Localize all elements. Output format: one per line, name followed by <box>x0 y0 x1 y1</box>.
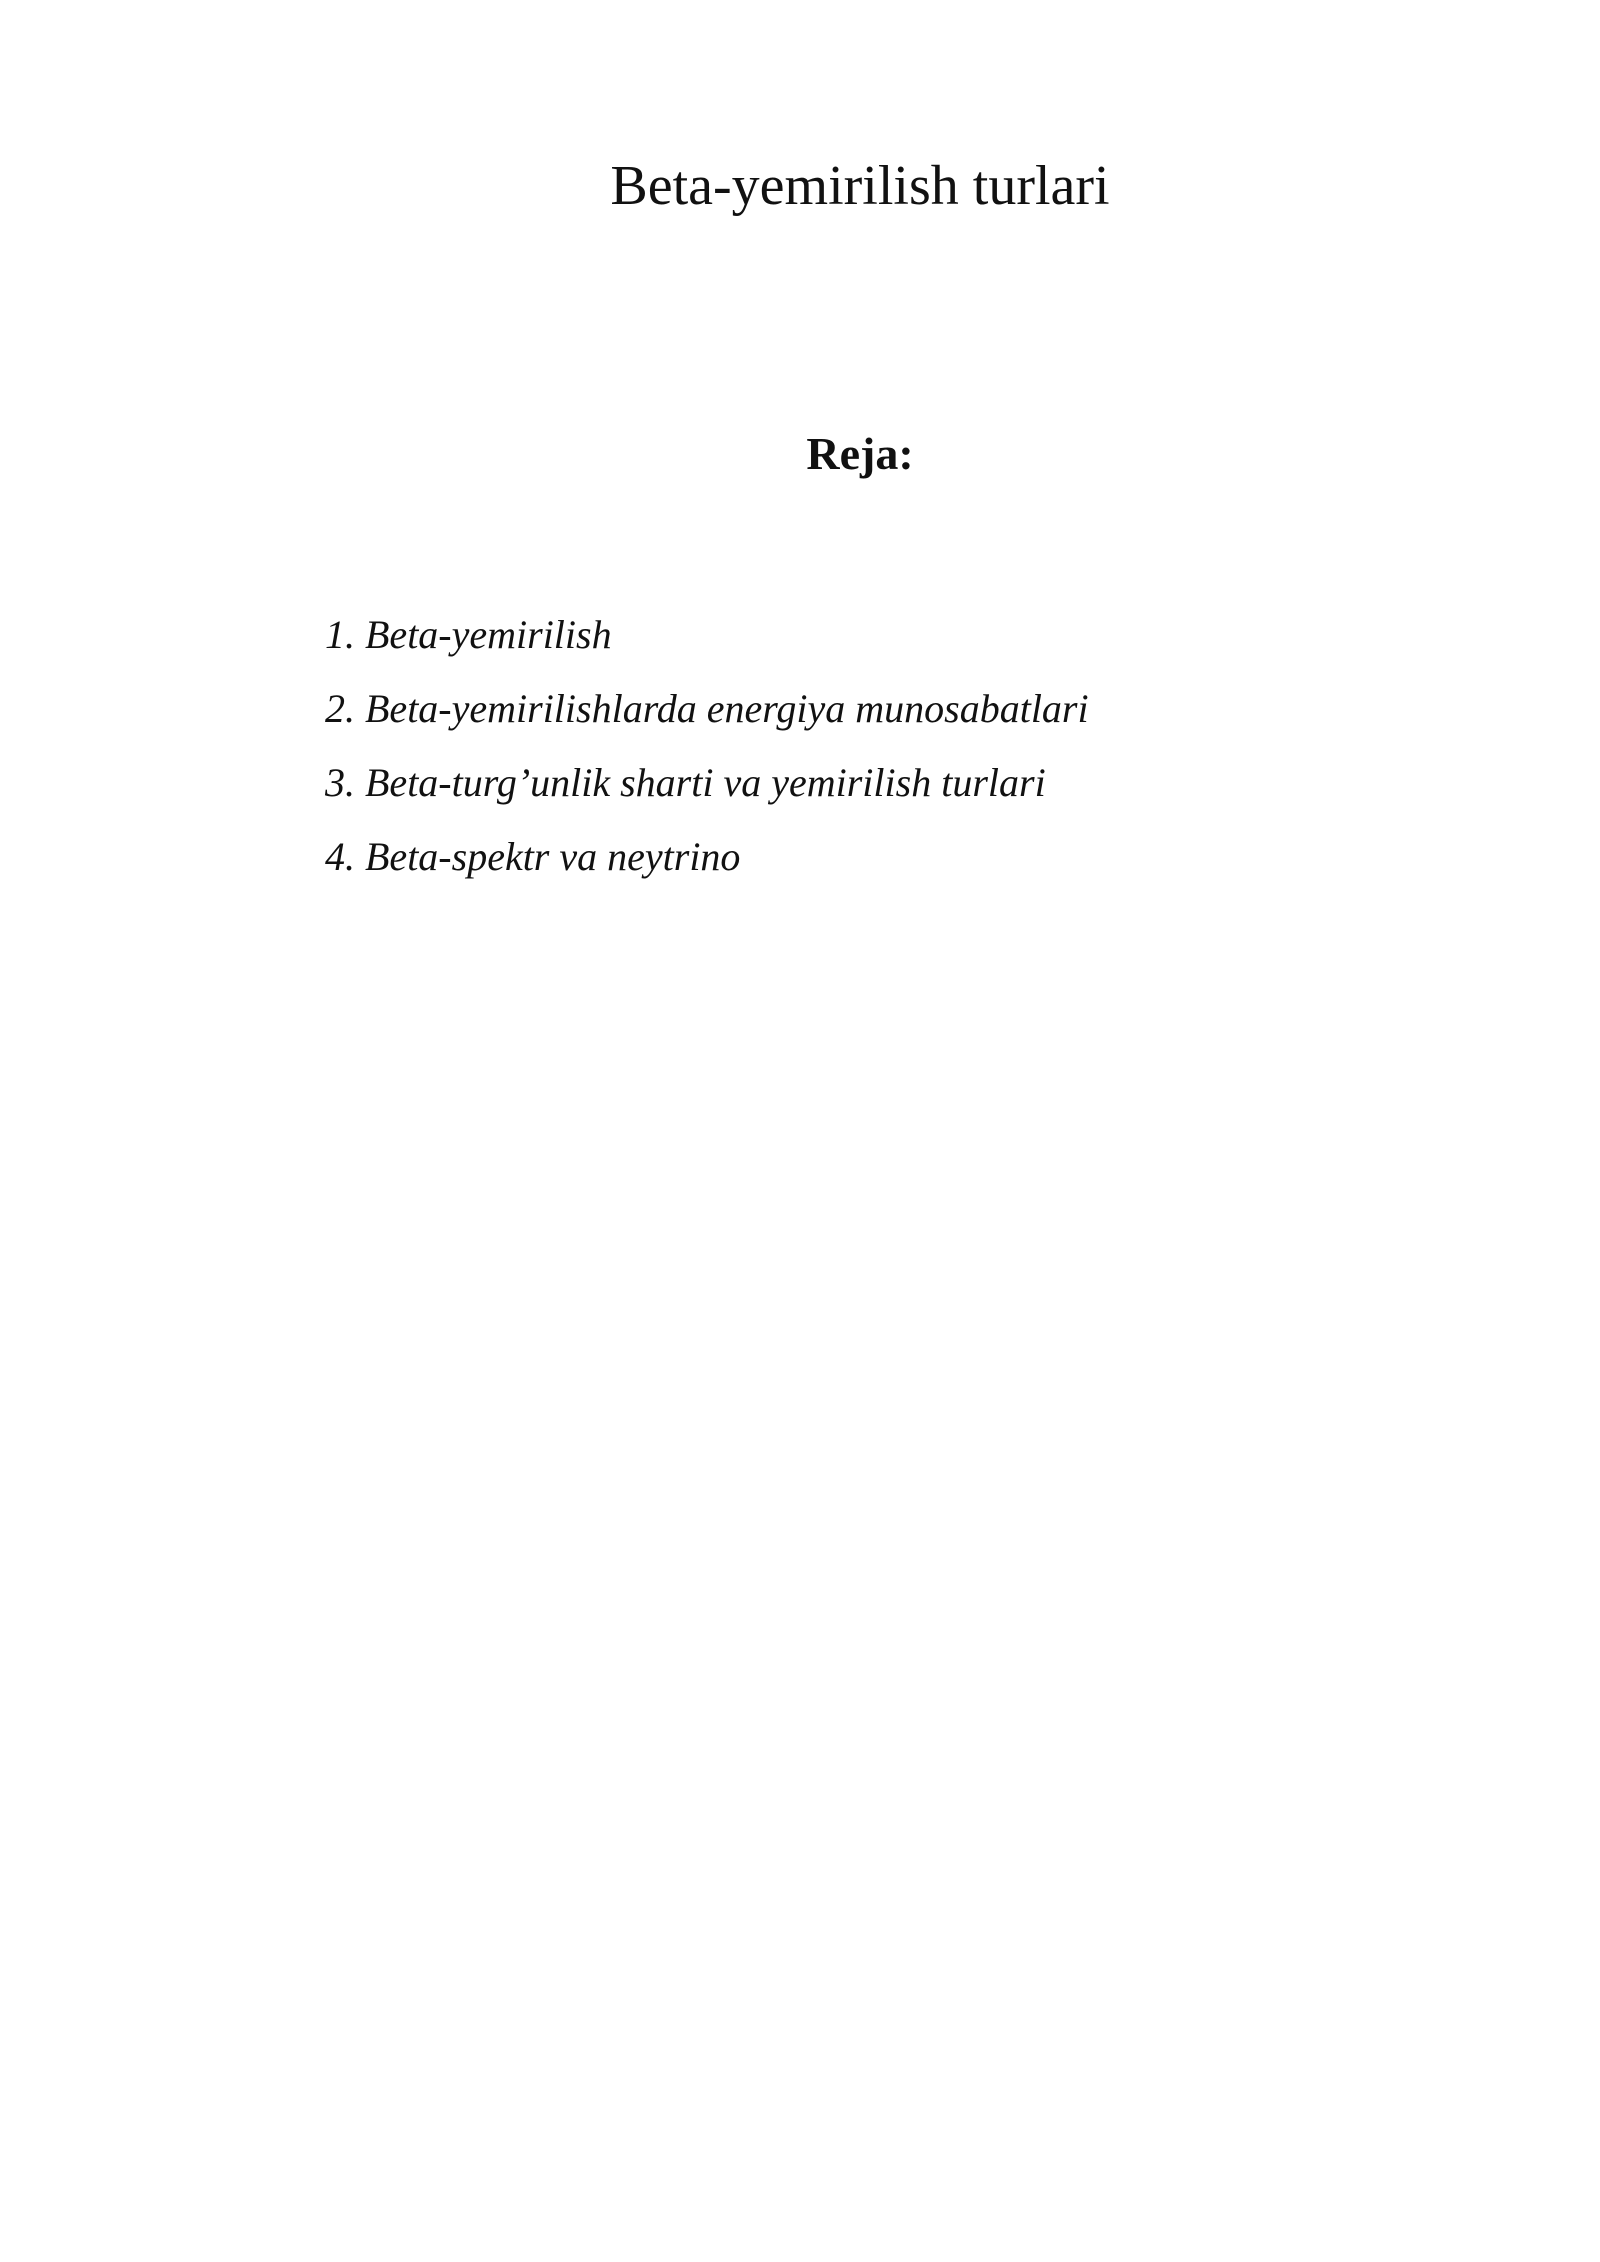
plan-item: 1. Beta-yemirilish <box>325 612 612 657</box>
plan-heading: Reja: <box>806 428 914 479</box>
plan-item: 3. Beta-turg’unlik sharti va yemirilish turlari <box>325 760 1046 805</box>
document-title: Beta-yemirilish turlari <box>610 155 1110 217</box>
plan-list <box>325 598 1089 894</box>
plan-item: 4. Beta-spektr va neytrino <box>325 834 741 879</box>
plan-item: 2. Beta-yemirilishlarda energiya munosabatlari <box>325 686 1089 731</box>
